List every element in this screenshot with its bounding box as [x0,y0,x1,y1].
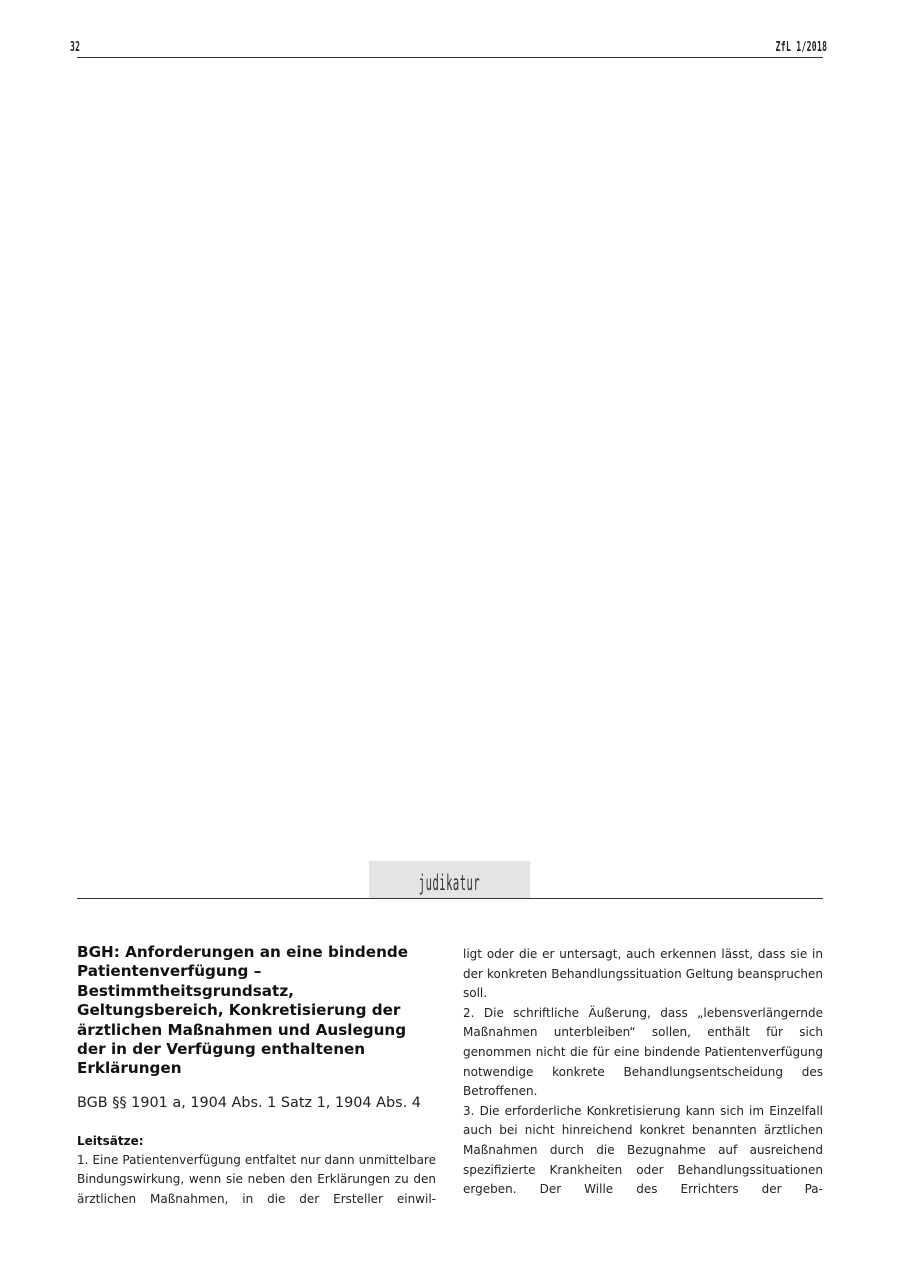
section-rule [77,898,823,899]
leitsaetze-heading: Leitsätze: [77,1133,144,1148]
page-number: 32 [70,40,81,55]
right-column [463,945,823,1200]
leitsatz-paragraph: ligt oder die er untersagt, auch erkennen lässt, dass sie in der konkreten Behandlungssituation Geltung beanspruchen soll. [463,947,823,1001]
section-label: judikatur [418,871,481,895]
section-tab [369,861,530,898]
leitsatz-paragraph: 3. Die erforderliche Konkretisierung kann sich im Einzelfall auch bei nicht hinreichend konkret benannten ärztlichen Maßnahmen durch die Bezugnahme auf ausreichend spezifizierte Krankheiten oder Behandlungssituationen ergeben. Der Wille des Errichters der Pa- [463,1103,823,1197]
header-rule [77,57,823,58]
journal-issue: ZfL 1/2018 [775,40,827,55]
statute-citation: BGB §§ 1901 a, 1904 Abs. 1 Satz 1, 1904 Abs. 4 [77,1094,421,1111]
leitsatz-paragraph: 1. Eine Patientenverfügung entfaltet nur dann unmittelbare Bindungswirkung, wenn sie neben den Erklärungen zu den ärztlichen Maßnahmen, in die der Ersteller einwil- [77,1152,436,1207]
leitsatz-paragraph: 2. Die schriftliche Äußerung, dass „lebensverlängernde Maßnahmen unterbleiben“ sollen, enthält für sich genommen nicht die für eine bindende Patientenverfügung notwendige konkrete Behandlungsentscheidung des Betroffenen. [463,1005,823,1099]
left-column [77,943,436,1210]
article-title: BGH: Anforderungen an eine bindende Patientenverfügung – Bestimmtheitsgrundsatz, Geltungsbereich, Konkretisierung der ärztlichen Maßnahmen und Auslegung der in der Verfügung enthaltenen Erklärungen [77,943,409,1078]
